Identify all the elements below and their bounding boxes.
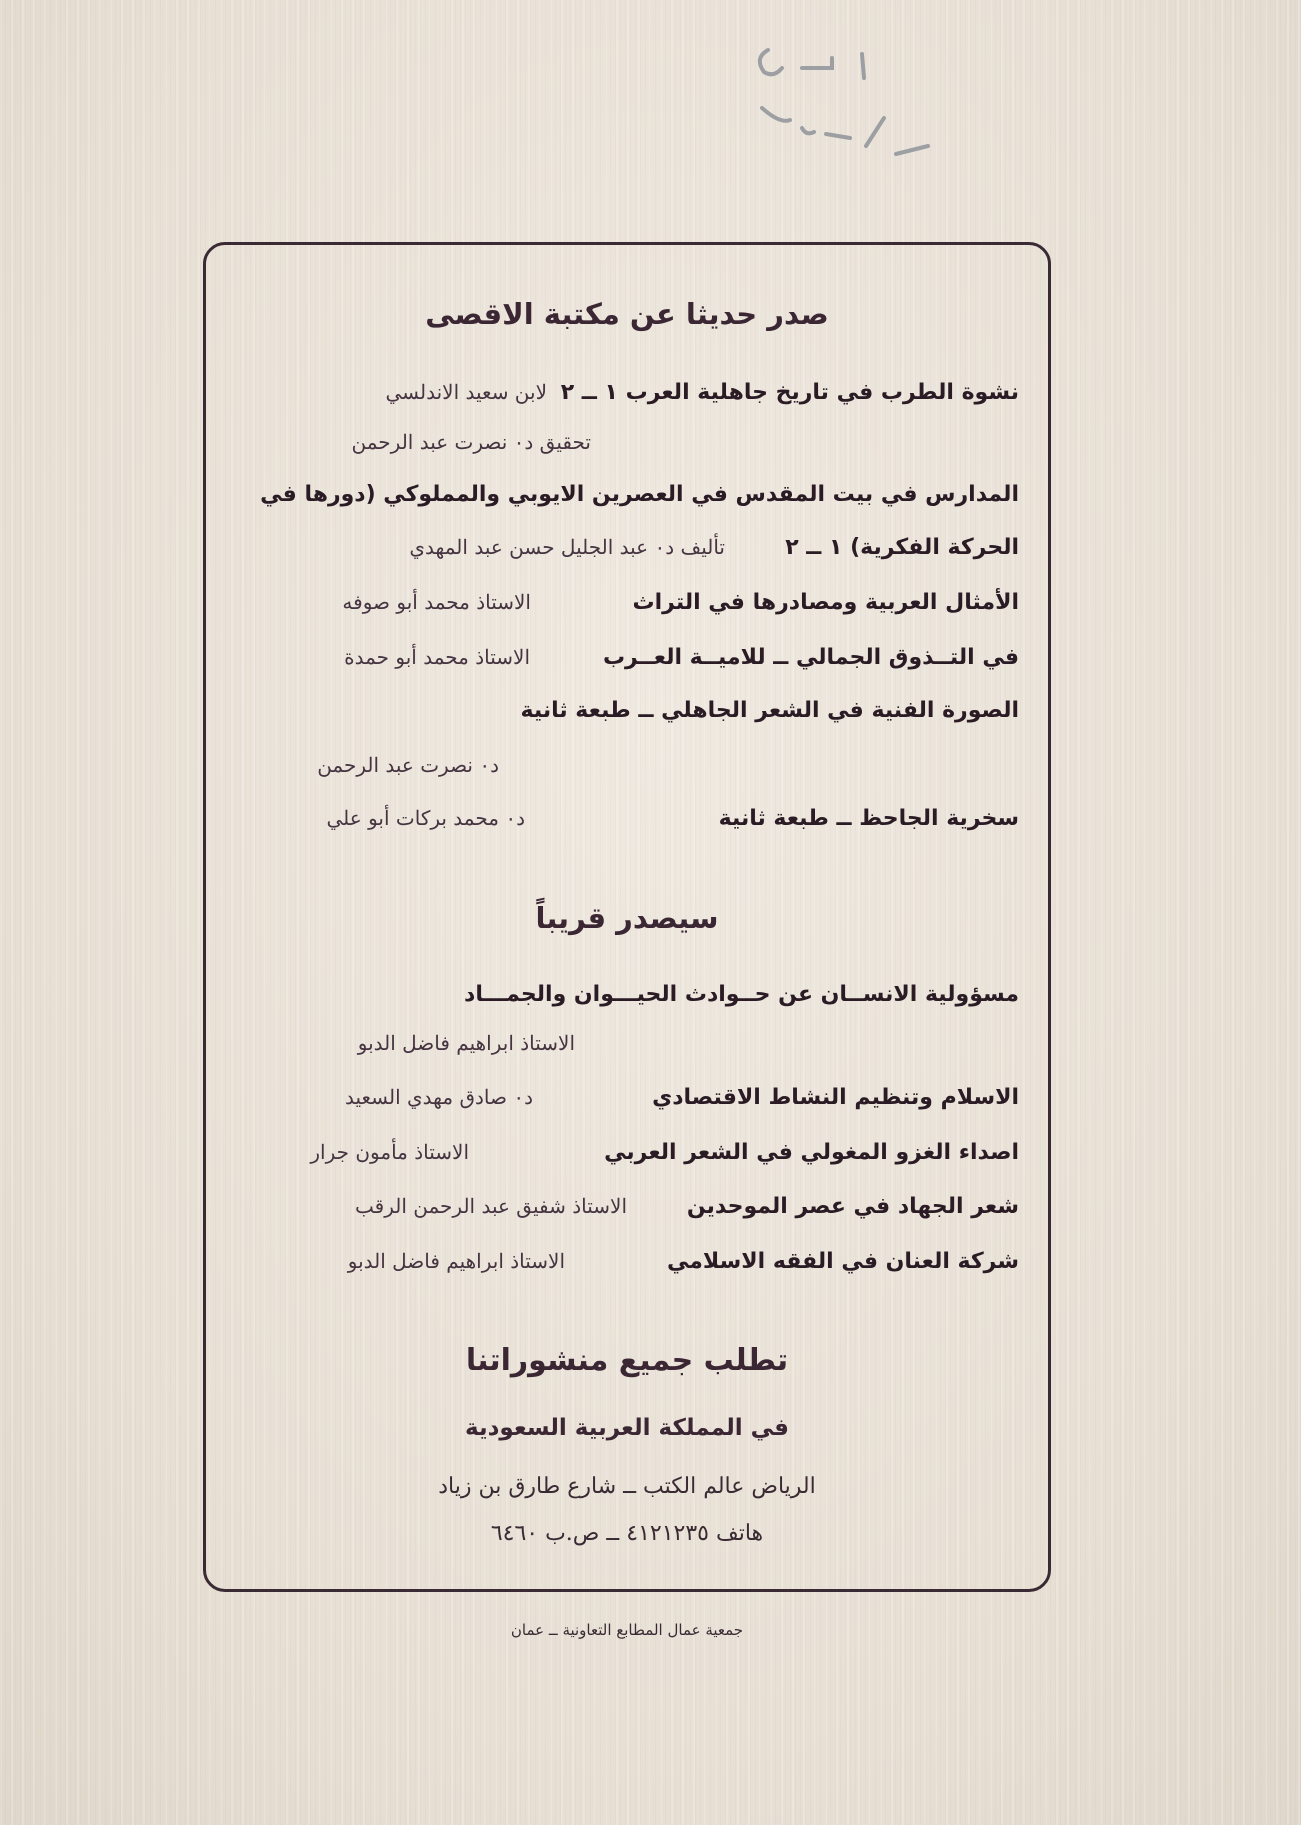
upcoming-book-2-title: الاسلام وتنظيم النشاط الاقتصادي (652, 1085, 1019, 1110)
handwritten-pencil-note (740, 24, 970, 164)
order-phone: هاتف ٤١٢١٢٣٥ ــ ص.ب ٦٤٦٠ (490, 1521, 764, 1546)
order-heading: تطلب جميع منشوراتنا (465, 1343, 789, 1378)
recent-book-5-title: الصورة الفنية في الشعر الجاهلي ــ طبعة ثانية (520, 698, 1019, 723)
recent-book-2-title-line2: الحركة الفكرية) ١ ــ ٢ (785, 535, 1019, 560)
recent-book-1-title: نشوة الطرب في تاريخ جاهلية العرب ١ ــ ٢ (560, 380, 1019, 405)
recent-book-1-author: لابن سعيد الاندلسي (385, 380, 547, 404)
upcoming-book-3-title: اصداء الغزو المغولي في الشعر العربي (604, 1140, 1019, 1165)
recent-book-3-author: الاستاذ محمد أبو صوفه (342, 590, 531, 614)
upcoming-heading: سيصدر قريباً (535, 901, 719, 935)
recent-book-2-title-line1: المدارس في بيت المقدس في العصرين الايوبي والمملوكي (دورها في (260, 482, 1019, 507)
upcoming-book-5-author: الاستاذ ابراهيم فاضل الدبو (347, 1249, 565, 1273)
upcoming-book-1-title: مسؤولية الانســان عن حــوادث الحيـــوان والجمـــاد (464, 982, 1019, 1007)
recent-book-6-author: د٠ محمد بركات أبو علي (326, 806, 525, 830)
recent-book-6-title: سخرية الجاحظ ــ طبعة ثانية (718, 806, 1019, 831)
upcoming-book-3-author: الاستاذ مأمون جرار (310, 1140, 469, 1164)
printer-credit: جمعية عمال المطابع التعاونية ــ عمان (510, 1621, 744, 1639)
recent-book-2-author: تأليف د٠ عبد الجليل حسن عبد المهدي (409, 535, 725, 559)
order-subheading: في المملكة العربية السعودية (465, 1415, 789, 1441)
upcoming-book-4-title: شعر الجهاد في عصر الموحدين (686, 1194, 1019, 1219)
recent-heading: صدر حديثا عن مكتبة الاقصى (425, 297, 829, 331)
recent-book-5-author: د٠ نصرت عبد الرحمن (317, 753, 499, 777)
upcoming-book-5-title: شركة العنان في الفقه الاسلامي (667, 1249, 1019, 1274)
recent-book-3-title: الأمثال العربية ومصادرها في التراث (632, 590, 1019, 615)
upcoming-book-4-author: الاستاذ شفيق عبد الرحمن الرقب (355, 1194, 627, 1218)
recent-book-4-author: الاستاذ محمد أبو حمدة (344, 645, 530, 669)
recent-book-4-title: في التــذوق الجمالي ــ للاميــة العــرب (602, 645, 1019, 670)
upcoming-book-2-author: د٠ صادق مهدي السعيد (345, 1085, 533, 1109)
pencil-scribble-icon (740, 24, 970, 164)
order-address: الرياض عالم الكتب ــ شارع طارق بن زياد (438, 1474, 816, 1499)
recent-book-1-editor: تحقيق د٠ نصرت عبد الرحمن (351, 430, 591, 454)
upcoming-book-1-author: الاستاذ ابراهيم فاضل الدبو (357, 1031, 575, 1055)
